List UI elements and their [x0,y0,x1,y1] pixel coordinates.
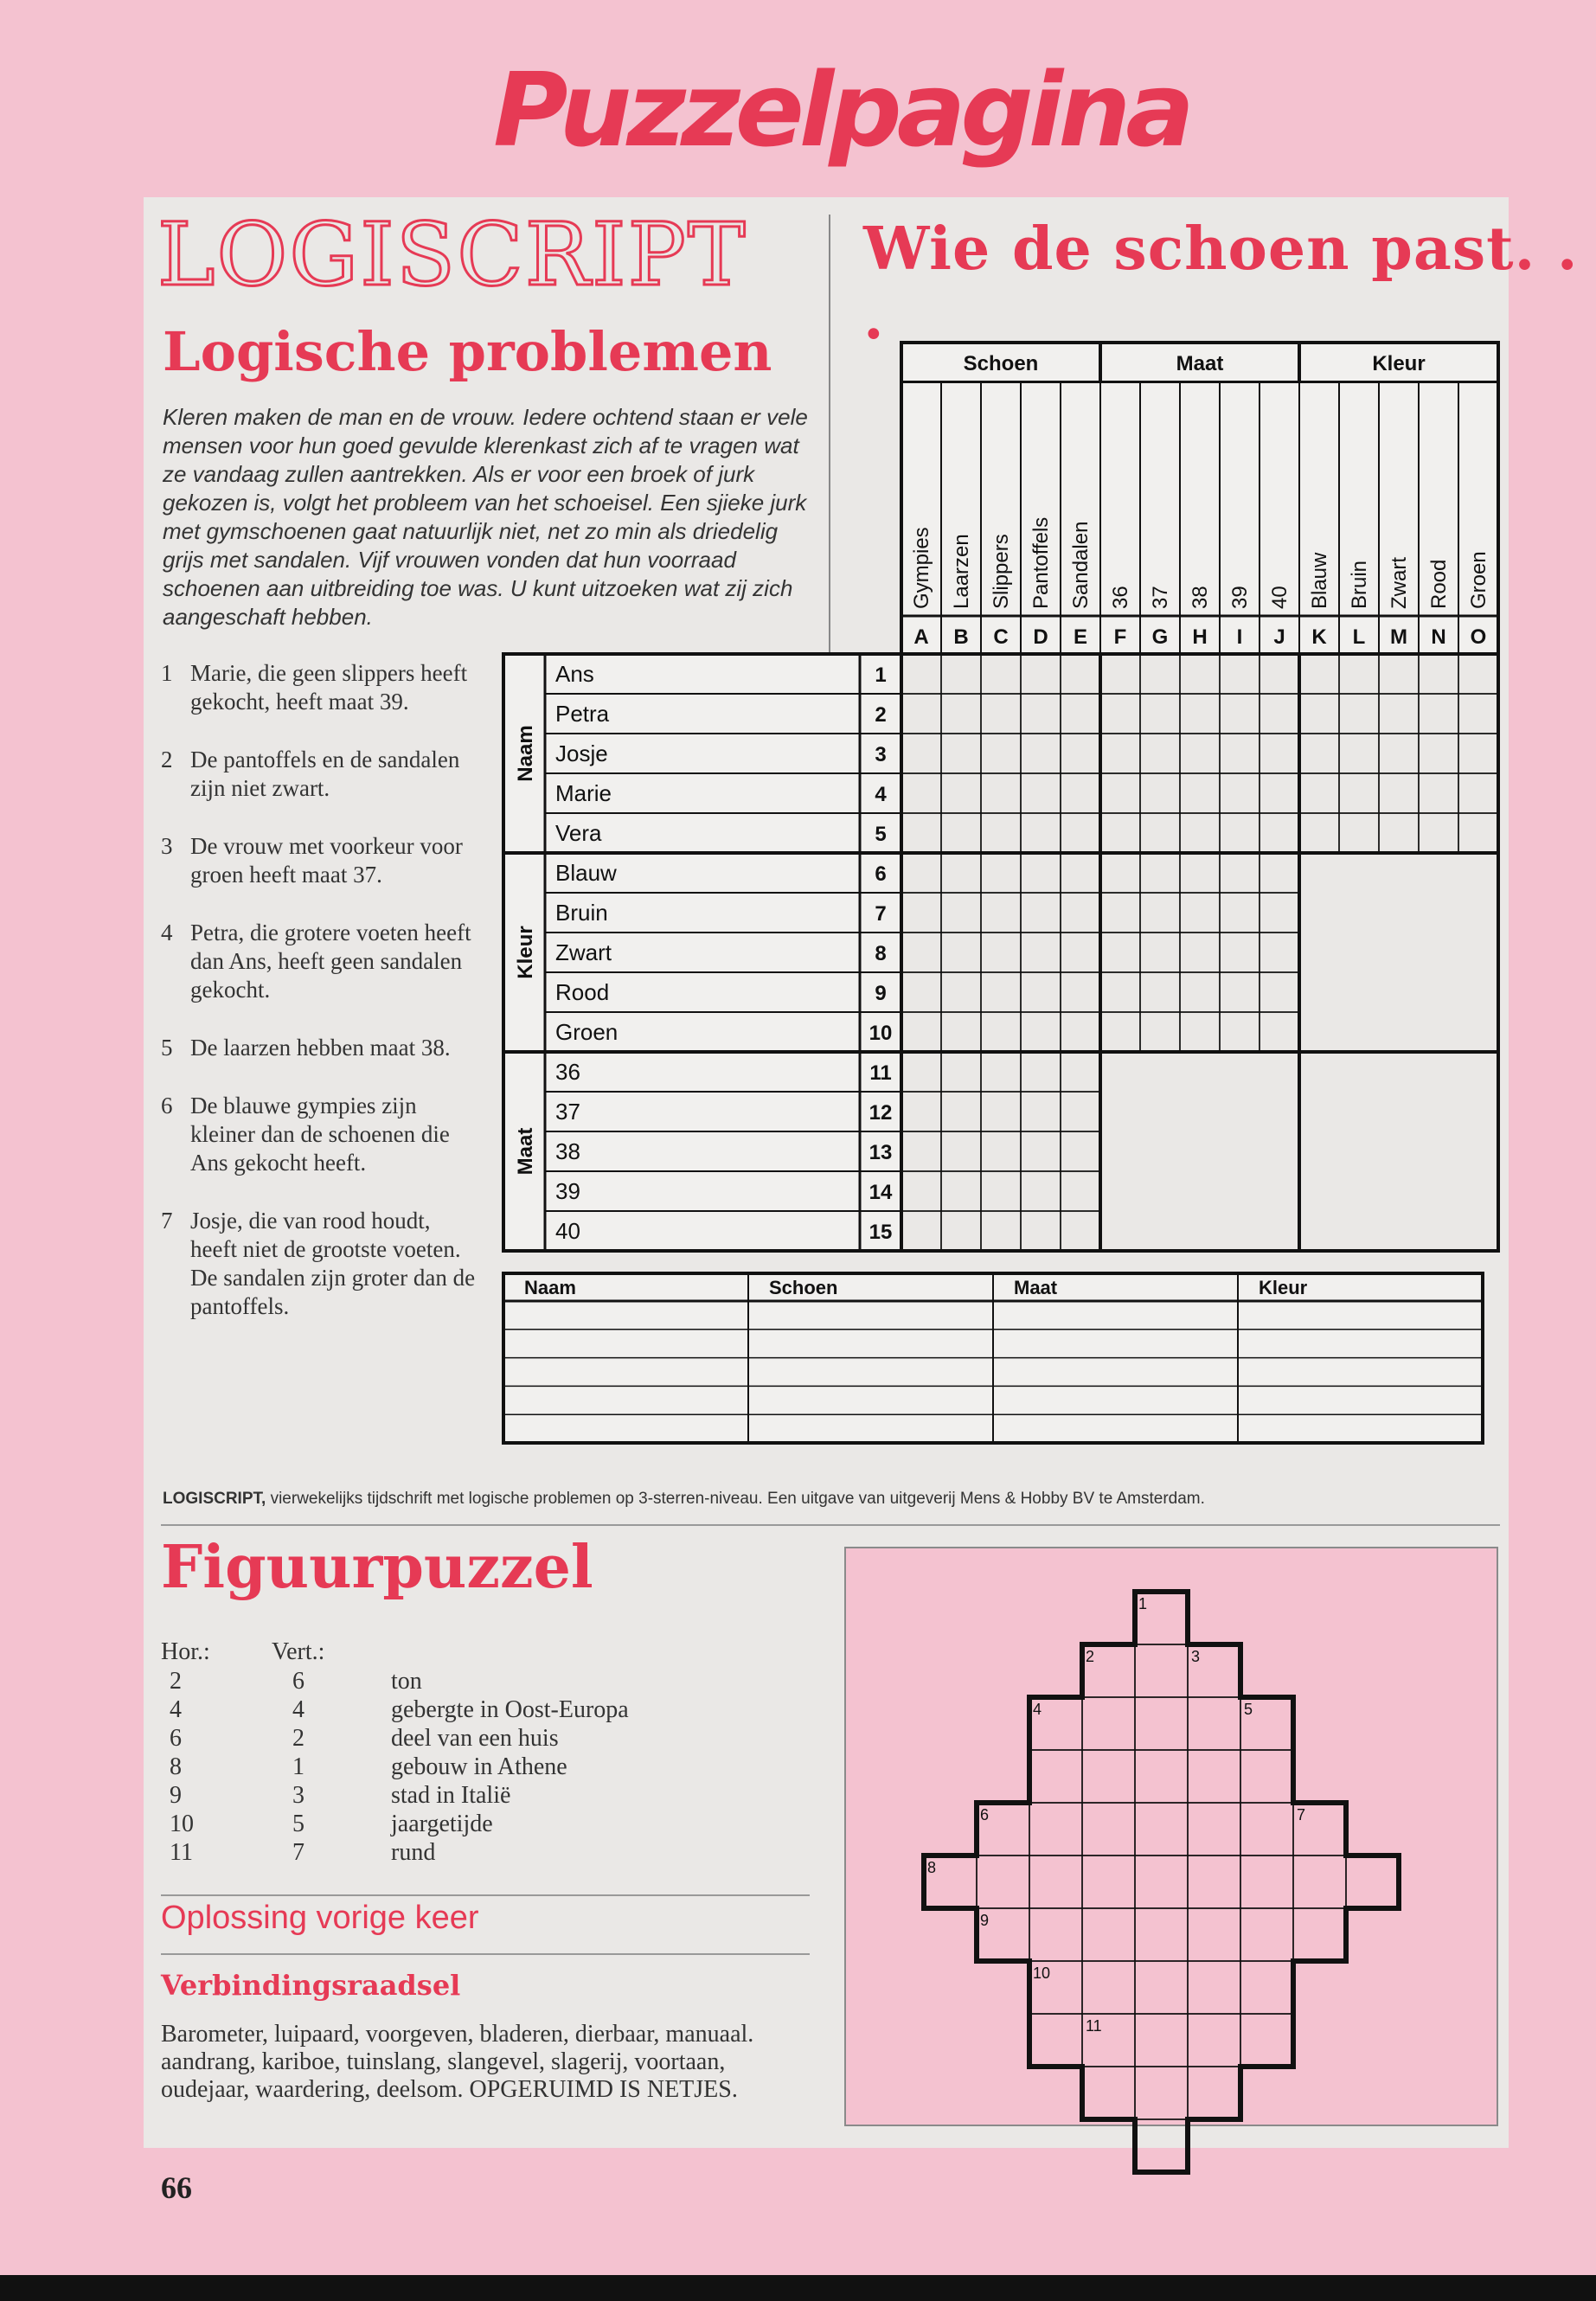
crossword-cell [1135,2014,1188,2067]
fig-clue-text: stad in Italië [391,1782,511,1809]
crossword-cell [1135,1750,1188,1803]
column-label: Slippers [990,534,1013,609]
row-label: Vera [555,820,602,846]
clue-number: 7 [161,1208,173,1234]
crossword-cell [1188,1856,1240,1908]
row-number: 14 [869,1181,893,1204]
column-label: Pantoffels [1029,516,1053,609]
figuurpuzzel-heading: Figuurpuzzel [161,1533,593,1602]
crossword-cell [1188,1750,1240,1803]
clue-number: 6 [161,1093,173,1118]
crossword-number: 4 [1033,1701,1042,1718]
fig-clue-text: jaargetijde [391,1811,493,1837]
clue-text: Josje, die van rood houdt, heeft niet de grootste voeten. De sandalen zijn groter dan de pantoffels. [190,1208,476,1319]
crossword-cell [1135,2119,1188,2172]
crossword-cell [1240,1803,1293,1856]
fig-clue-vert: 2 [292,1725,304,1752]
fig-clue-text: gebergte in Oost-Europa [391,1696,629,1723]
page-number: 66 [161,2170,192,2205]
crossword-number: 8 [927,1859,937,1876]
crossword-number: 10 [1033,1965,1051,1982]
crossword-number: 9 [980,1912,990,1929]
fig-clue-hor: 4 [170,1696,182,1723]
row-number: 1 [875,663,887,687]
row-number: 5 [875,823,887,846]
crossword-cell [1188,2014,1240,2067]
fig-clue-vert: 6 [292,1668,304,1695]
verbindingsraadsel-text: Barometer, luipaard, voorgeven, bladeren, dierbaar, manuaal. aandrang, kariboe, tuinslang, slangevel, slagerij, voortaan, oudejaar, waardering, deelsom. OPGERUIMD IS NETJES. [161,2021,754,2103]
hor-label: Hor.: [161,1638,210,1665]
fig-clue-hor: 8 [170,1753,182,1780]
crossword-cell [1082,1750,1135,1803]
column-label: Sandalen [1069,521,1093,609]
column-label: Rood [1427,559,1451,609]
column-label: Blauw [1308,552,1331,609]
column-label: Groen [1467,551,1490,609]
row-number: 9 [875,982,887,1005]
column-letter: G [1151,625,1169,649]
clue-text: De vrouw met voorkeur voor groen heeft maat 37. [190,833,463,888]
crossword-cell [1240,2014,1293,2067]
fig-clue-hor: 11 [170,1839,193,1866]
row-label: Josje [555,740,608,766]
intro-text: Kleren maken de man en de vrouw. Iedere ochtend staan er vele mensen voor hun goed gevulde klerenkast zich af te vragen wat ze vandaag zullen aantrekken. Als er voor een broek of jurk gekozen is, volgt het probleem van het schoeisel. Een sjieke jurk met gymschoenen gaat natuurlijk niet, net zo min als driedelig grijs met sandalen. Vijf vrouwen vonden dat hun voorraad schoenen aan uitbreiding toe was. U kunt uitzoeken wat zij zich aangeschaft hebben. [163,404,808,630]
clue-number: 2 [161,747,173,772]
clue-text: Petra, die grotere voeten heeft dan Ans, heeft geen sandalen gekocht. [190,920,471,1003]
column-letter: M [1390,625,1407,649]
column-letter: K [1311,625,1327,649]
row-number: 8 [875,942,887,965]
column-letter: A [913,625,929,649]
clue-text: De blauwe gympies zijn kleiner dan de schoenen die Ans gekocht heeft. [190,1093,450,1176]
fig-clue-text: ton [391,1668,422,1695]
column-label: 37 [1149,586,1172,609]
crossword-cell [1135,1856,1188,1908]
row-number: 12 [869,1101,893,1125]
row-label: Petra [555,701,610,727]
crossword-number: 11 [1086,2017,1102,2035]
row-number: 2 [875,703,887,727]
logic-heading: Logische problemen [163,320,772,383]
clue-number: 3 [161,833,173,859]
column-letter: O [1470,625,1487,649]
solution-header: Schoen [769,1277,838,1298]
footer-brand: LOGISCRIPT, [163,1490,266,1508]
crossword-cell [1346,1856,1399,1908]
row-label: 38 [555,1138,580,1164]
crossword-cell [1240,1908,1293,1961]
clue-number: 4 [161,920,173,945]
fig-clue-text: rund [391,1839,436,1866]
column-label: Zwart [1388,557,1411,609]
vert-label: Vert.: [272,1638,325,1665]
crossword-cell [1188,1961,1240,2014]
column-letter: D [1033,625,1048,649]
crossword-cell [1135,1644,1188,1697]
row-label: 37 [555,1099,580,1125]
column-letter: I [1236,625,1243,649]
row-number: 11 [869,1061,892,1085]
column-letter: L [1352,625,1366,649]
crossword-cell [1240,1750,1293,1803]
fig-clue-hor: 6 [170,1725,182,1752]
row-label: Rood [555,979,610,1005]
column-label: Bruin [1348,560,1371,609]
row-label: Bruin [555,900,608,926]
fig-clue-vert: 1 [292,1753,304,1780]
crossword-number: 5 [1244,1701,1253,1718]
clue-text: Marie, die geen slippers heeft gekocht, heeft maat 39. [190,660,468,715]
row-number: 15 [869,1221,893,1244]
column-label: 40 [1268,586,1292,609]
solution-header: Kleur [1259,1277,1308,1298]
crossword-cell [1029,1908,1082,1961]
crossword-cell [1029,1856,1082,1908]
crossword-cell [1082,1697,1135,1750]
column-label: 36 [1109,586,1132,609]
puzzle-title: Wie de schoen past. . . [863,215,1579,353]
row-number: 4 [875,783,887,806]
crossword-number: 6 [980,1806,990,1823]
solution-header: Maat [1014,1277,1058,1298]
crossword-cell [1029,1750,1082,1803]
crossword-number: 3 [1191,1648,1201,1665]
fig-clue-vert: 7 [292,1839,304,1866]
row-group-label-naam: Naam [514,725,537,782]
row-group-label-kleur: Kleur [514,926,537,979]
clue-text: De pantoffels en de sandalen zijn niet zwart. [190,747,460,801]
crossword-number: 7 [1297,1806,1306,1823]
column-letter: H [1192,625,1208,649]
crossword-cell [1135,1908,1188,1961]
crossword-cell [1082,1856,1135,1908]
footer-text: vierwekelijks tijdschrift met logische problemen op 3-sterren-niveau. Een uitgave van uitgeverij Mens & Hobby BV te Amsterdam. [266,1490,1205,1508]
crossword-cell [1135,1961,1188,2014]
crossword-cell [1188,1803,1240,1856]
column-label: Laarzen [950,534,973,609]
clue-number: 5 [161,1035,173,1061]
crossword-cell [1082,1908,1135,1961]
logiscript-wordmark: LOGISCRIPT [157,204,747,305]
column-letter: F [1113,625,1127,649]
row-number: 10 [869,1022,893,1045]
row-label: Ans [555,661,594,687]
crossword-cell [1135,2067,1188,2119]
fig-clue-vert: 3 [292,1782,304,1809]
crossword-cell [1188,2067,1240,2119]
row-label: Zwart [555,939,612,965]
crossword-cell [1135,1803,1188,1856]
row-label: Blauw [555,860,617,886]
solution-header: Naam [524,1277,576,1298]
row-label: Marie [555,780,612,806]
clue-number: 1 [161,660,173,686]
fig-clue-hor: 2 [170,1668,182,1695]
fig-clue-text: gebouw in Athene [391,1753,567,1780]
row-number: 3 [875,743,887,766]
column-letter: E [1073,625,1088,649]
crossword-cell [1029,1803,1082,1856]
fig-clue-text: deel van een huis [391,1725,559,1752]
crossword-cell [1135,1697,1188,1750]
fig-clue-hor: 10 [170,1811,194,1837]
group-header-schoen: Schoen [963,352,1039,375]
crossword-number: 1 [1138,1595,1148,1612]
crossword-cell [1293,1856,1346,1908]
row-label: Groen [555,1019,619,1045]
crossword-cell [1240,1961,1293,2014]
fig-clue-vert: 5 [292,1811,304,1837]
masthead-title: Puzzelpagina [493,50,1189,170]
crossword-cell [1029,2014,1082,2067]
column-letter: J [1273,625,1285,649]
oplossing-heading: Oplossing vorige keer [161,1900,479,1936]
crossword-cell [1082,2067,1135,2119]
column-label: Gympies [910,527,933,609]
row-number: 6 [875,862,887,886]
crossword-cell [977,1856,1029,1908]
crossword-cell [1188,1908,1240,1961]
column-label: 38 [1189,586,1212,609]
fig-clue-vert: 4 [292,1696,304,1723]
column-letter: B [953,625,969,649]
crossword-cell [1293,1908,1346,1961]
crossword-cell [1082,1961,1135,2014]
row-label: 40 [555,1218,580,1244]
crossword-outline [924,1592,1399,2172]
verbindingsraadsel-heading: Verbindingsraadsel [161,1969,461,2002]
clue-text: De laarzen hebben maat 38. [190,1035,451,1061]
crossword-number: 2 [1086,1648,1095,1665]
fig-clue-hor: 9 [170,1782,182,1809]
row-group-label-maat: Maat [514,1127,537,1176]
row-number: 13 [869,1141,893,1164]
row-label: 39 [555,1178,580,1204]
crossword-cell [1188,1697,1240,1750]
row-number: 7 [875,902,887,926]
column-label: 39 [1228,586,1252,609]
crossword-cell [1240,1856,1293,1908]
column-letter: C [993,625,1009,649]
row-label: 36 [555,1059,580,1085]
group-header-maat: Maat [1176,352,1224,375]
group-header-kleur: Kleur [1372,352,1426,375]
column-letter: N [1431,625,1446,649]
crossword-cell [1082,1803,1135,1856]
